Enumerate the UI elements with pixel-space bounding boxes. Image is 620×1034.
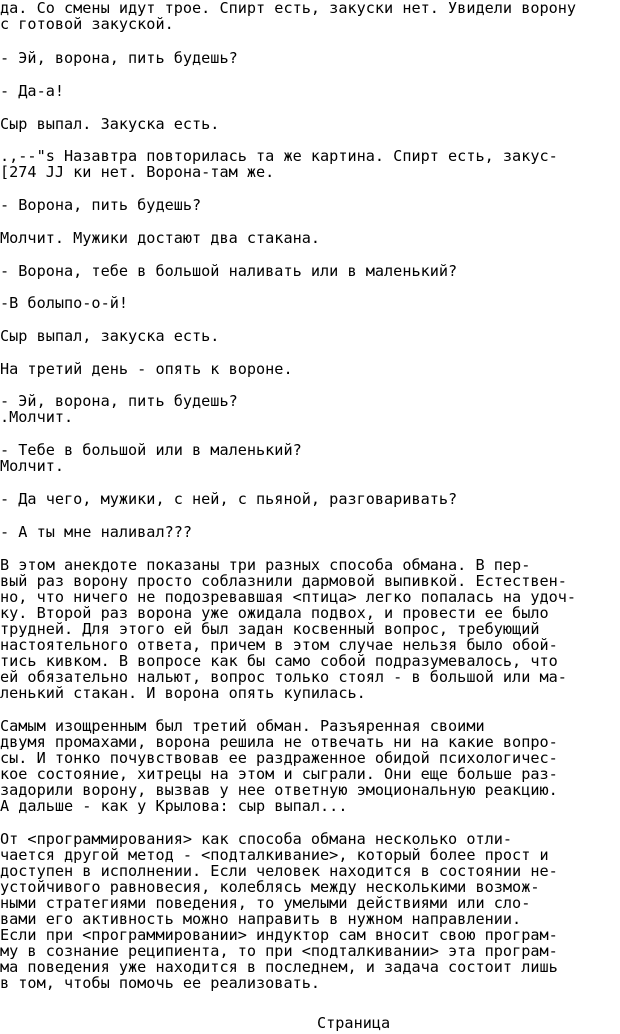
text-line: двумя промахами, ворона решила не отвечать ни на какие вопро- — [0, 733, 558, 751]
text-line: От <программирования> как способа обмана несколько отли- — [0, 830, 513, 848]
text-line: На третий день - опять к вороне. — [0, 360, 293, 378]
text-line: - Ворона, пить будешь? — [0, 196, 202, 214]
text-line: сы. И тонко почувствовав ее раздраженное обидой психологичес- — [0, 749, 558, 767]
text-line: ленький стакан. И ворона опять купилась. — [0, 684, 366, 702]
text-line: но, что ничего не подозревавшая <птица> легко попалась на удоч- — [0, 588, 577, 606]
text-line: задорили ворону, вызвав у нее ответную эмоциональную реакцию. — [0, 781, 558, 799]
text-line: вый раз ворону просто соблазнили дармовой выпивкой. Естествен- — [0, 572, 567, 590]
text-line: Молчит. Мужики достают два стакана. — [0, 229, 321, 247]
text-line: чается другой метод - <подталкивание>, который более прост и — [0, 846, 549, 864]
text-line: А дальше - как у Крылова: сыр выпал... — [0, 797, 348, 815]
text-line: устойчивого равновесия, колеблясь между несколькими возмож- — [0, 878, 540, 896]
text-line: доступен в исполнении. Если человек находится в состоянии не- — [0, 862, 558, 880]
text-line: вами его активность можно направить в нужном направлении. — [0, 910, 522, 928]
text-line: - Да-а! — [0, 82, 65, 100]
text-line: - Эй, ворона, пить будешь? — [0, 392, 238, 410]
text-line: .Молчит. — [0, 408, 74, 426]
text-line: с готовой закуской. — [0, 15, 174, 33]
text-line: -В болыпо-о-й! — [0, 294, 129, 312]
text-line: Самым изощренным был третий обман. Разъяренная своими — [0, 717, 485, 735]
text-line: - Да чего, мужики, с ней, с пьяной, разговаривать? — [0, 490, 458, 508]
text-line: [274 JJ ки нет. Ворона-там же. — [0, 163, 275, 181]
text-line: Сыр выпал, закуска есть. — [0, 327, 220, 345]
text-line: .,--"s Назавтра повторилась та же картина. Спирт есть, закус- — [0, 147, 558, 165]
text-line: настоятельного ответа, причем в этом случае нельзя было обой- — [0, 636, 558, 654]
text-line: ма поведения уже находится в последнем, и задача состоит лишь — [0, 958, 558, 976]
text-line: ными стратегиями поведения, то умелыми действиями или сло- — [0, 894, 531, 912]
text-line: - А ты мне наливал??? — [0, 523, 193, 541]
text-line: кое состояние, хитрецы на этом и сыграли. Они еще больше раз- — [0, 765, 558, 783]
text-line: - Ворона, тебе в большой наливать или в маленький? — [0, 262, 458, 280]
text-line: Сыр выпал. Закуска есть. — [0, 115, 220, 133]
text-line: ей обязательно нальют, вопрос только стоял - в большой или ма- — [0, 668, 567, 686]
text-line: Молчит. — [0, 457, 65, 475]
text-line: В этом анекдоте показаны три разных способа обмана. В пер- — [0, 556, 531, 574]
text-line: Если при <программировании> индуктор сам вносит свою програм- — [0, 926, 558, 944]
text-line: - Эй, ворона, пить будешь? — [0, 49, 238, 67]
text-line: тись кивком. В вопросе как бы само собой подразумевалось, что — [0, 652, 558, 670]
text-line: да. Со смены идут трое. Спирт есть, закуски нет. Увидели ворону — [0, 0, 577, 17]
text-line: - Тебе в большой или в маленький? — [0, 441, 302, 459]
text-line: ку. Второй раз ворона уже ожидала подвох, и провести ее было — [0, 604, 549, 622]
page-footer: Страница — [317, 1014, 391, 1032]
text-line: му в сознание реципиента, то при <подталкивании> эта програм- — [0, 942, 558, 960]
text-line: трудней. Для этого ей был задан косвенный вопрос, требующий — [0, 620, 540, 638]
text-line: в том, чтобы помочь ее реализовать. — [0, 974, 321, 992]
